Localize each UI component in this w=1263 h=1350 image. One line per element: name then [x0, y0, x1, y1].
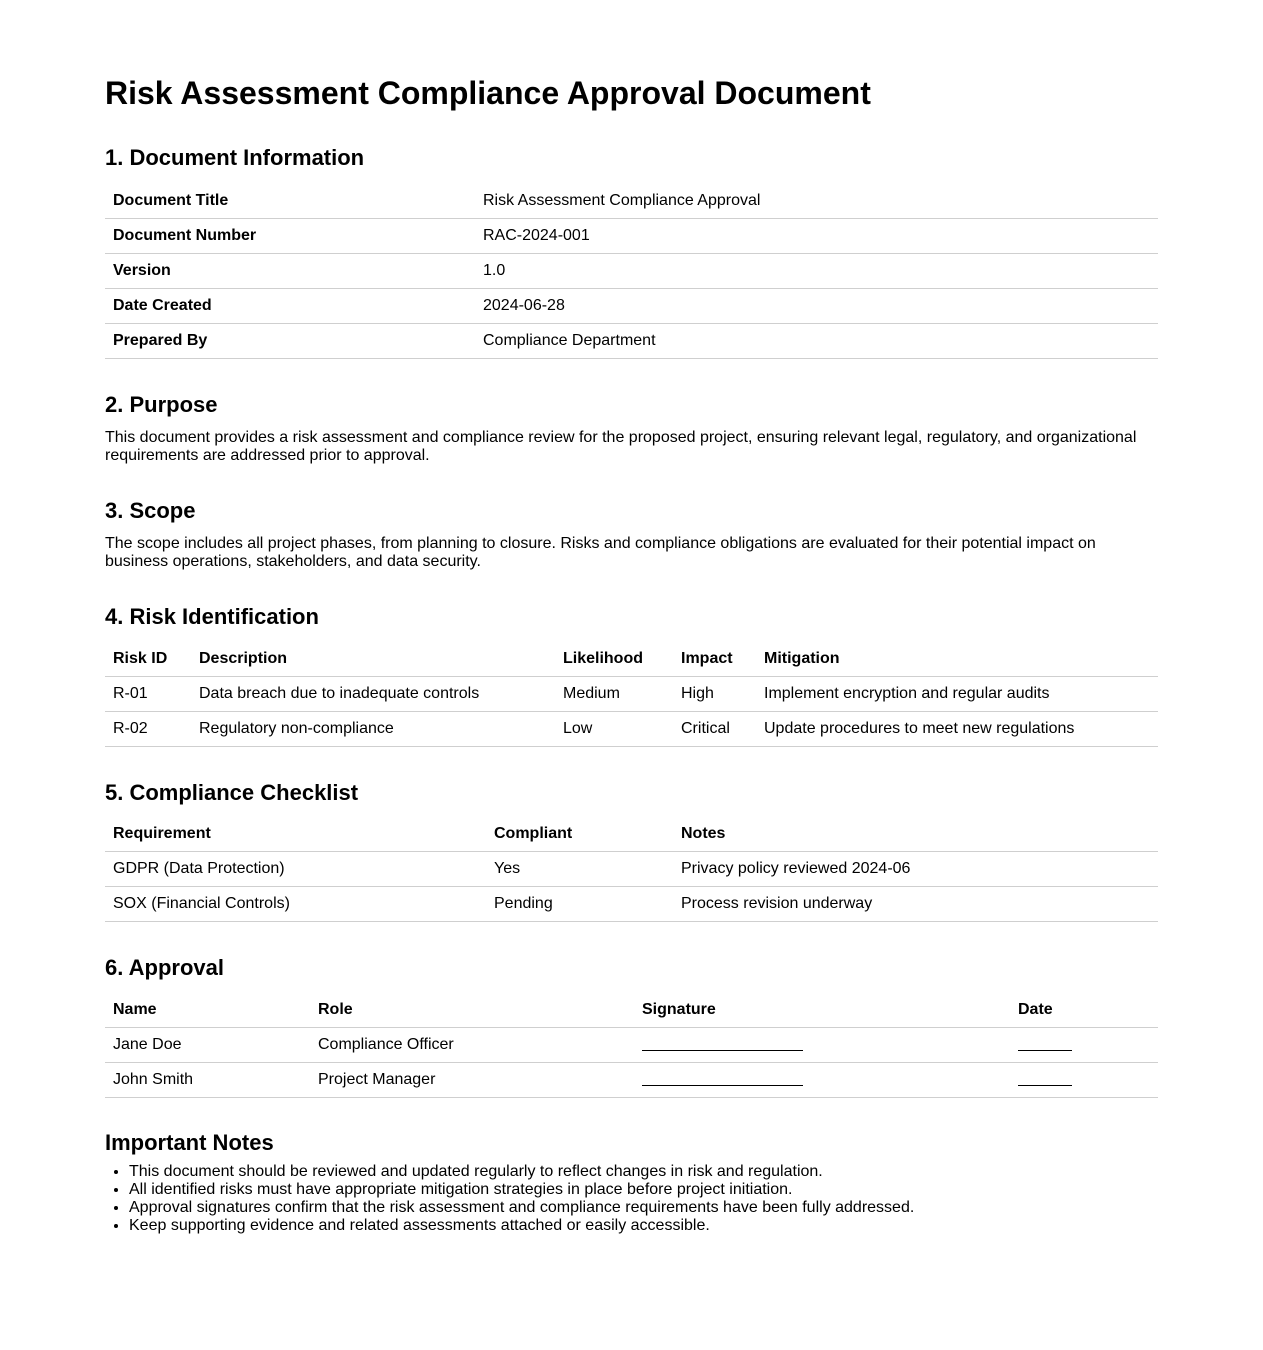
doc-info-value: Compliance Department	[475, 324, 1158, 359]
risk-impact: Critical	[673, 712, 756, 747]
checklist-heading: 5. Compliance Checklist	[105, 780, 359, 805]
signature-field[interactable]	[634, 1028, 1010, 1063]
risk-impact: High	[673, 677, 756, 712]
doc-info-label: Document Title	[105, 184, 475, 219]
notes-heading: Important Notes	[105, 1130, 274, 1155]
table-header-row	[105, 993, 1158, 1028]
risk-mitigation: Update procedures to meet new regulations	[756, 712, 1158, 747]
approver-role: Compliance Officer	[310, 1028, 634, 1063]
approver-role: Project Manager	[310, 1063, 634, 1098]
signature-line	[642, 1073, 803, 1086]
column-header: Date	[1010, 993, 1158, 1028]
date-line	[1018, 1073, 1072, 1086]
signature-line	[642, 1038, 803, 1051]
doc-info-label: Prepared By	[105, 324, 475, 359]
date-line	[1018, 1038, 1072, 1051]
approver-name: Jane Doe	[105, 1028, 310, 1063]
risk-id: R-02	[105, 712, 191, 747]
doc-info-label: Date Created	[105, 289, 475, 324]
doc-info-heading: 1. Document Information	[105, 145, 365, 170]
risk-likelihood: Medium	[555, 677, 673, 712]
compliant-status: Yes	[486, 852, 673, 887]
risk-description: Regulatory non-compliance	[191, 712, 555, 747]
signature-field[interactable]	[634, 1063, 1010, 1098]
doc-info-table	[105, 184, 1158, 359]
doc-info-label: Document Number	[105, 219, 475, 254]
compliance-notes: Process revision underway	[673, 887, 1158, 922]
checklist-table	[105, 817, 1158, 922]
compliant-status: Pending	[486, 887, 673, 922]
list-item: • Keep supporting evidence and related assessments attached or easily accessible.	[129, 1217, 1158, 1235]
column-header: Requirement	[105, 817, 486, 852]
approval-heading: 6. Approval	[105, 955, 224, 980]
column-header: Notes	[673, 817, 1158, 852]
requirement: GDPR (Data Protection)	[105, 852, 486, 887]
approver-name: John Smith	[105, 1063, 310, 1098]
table-row	[105, 254, 1158, 289]
column-header: Mitigation	[756, 642, 1158, 677]
column-header: Impact	[673, 642, 756, 677]
doc-info-value: Risk Assessment Compliance Approval	[475, 184, 1158, 219]
column-header: Description	[191, 642, 555, 677]
scope-heading: 3. Scope	[105, 498, 196, 523]
scope-text: The scope includes all project phases, from planning to closure. Risks and compliance obligations are evaluated for their potential impact on business operations, stakeholders, and data security.	[105, 535, 1096, 570]
table-row	[105, 324, 1158, 359]
risk-heading: 4. Risk Identification	[105, 604, 319, 629]
date-field[interactable]	[1010, 1028, 1158, 1063]
table-row	[105, 887, 1158, 922]
table-row	[105, 852, 1158, 887]
table-row	[105, 219, 1158, 254]
compliance-notes: Privacy policy reviewed 2024-06	[673, 852, 1158, 887]
list-item: • All identified risks must have appropriate mitigation strategies in place before project initiation.	[129, 1181, 1158, 1199]
purpose-text: This document provides a risk assessment and compliance review for the proposed project, ensuring relevant legal, regulatory, and organizational requirements are addressed prior to approval.	[105, 429, 1137, 464]
risk-description: Data breach due to inadequate controls	[191, 677, 555, 712]
column-header: Likelihood	[555, 642, 673, 677]
requirement: SOX (Financial Controls)	[105, 887, 486, 922]
column-header: Role	[310, 993, 634, 1028]
table-row	[105, 712, 1158, 747]
doc-info-value: 2024-06-28	[475, 289, 1158, 324]
approval-table	[105, 993, 1158, 1098]
risk-mitigation: Implement encryption and regular audits	[756, 677, 1158, 712]
risk-table	[105, 642, 1158, 747]
list-item: • Approval signatures confirm that the risk assessment and compliance requirements have been fully addressed.	[129, 1199, 1158, 1217]
notes-list	[105, 1163, 1158, 1235]
doc-info-label: Version	[105, 254, 475, 289]
table-header-row	[105, 817, 1158, 852]
table-row	[105, 184, 1158, 219]
list-item: • This document should be reviewed and updated regularly to reflect changes in risk and regulation.	[129, 1163, 1158, 1181]
column-header: Name	[105, 993, 310, 1028]
doc-info-value: 1.0	[475, 254, 1158, 289]
doc-info-value: RAC-2024-001	[475, 219, 1158, 254]
table-row	[105, 677, 1158, 712]
table-row	[105, 1063, 1158, 1098]
table-row	[105, 289, 1158, 324]
column-header: Risk ID	[105, 642, 191, 677]
date-field[interactable]	[1010, 1063, 1158, 1098]
table-row	[105, 1028, 1158, 1063]
table-header-row	[105, 642, 1158, 677]
risk-likelihood: Low	[555, 712, 673, 747]
column-header: Signature	[634, 993, 1010, 1028]
document-title: Risk Assessment Compliance Approval Document	[105, 75, 871, 111]
purpose-heading: 2. Purpose	[105, 392, 218, 417]
column-header: Compliant	[486, 817, 673, 852]
risk-id: R-01	[105, 677, 191, 712]
